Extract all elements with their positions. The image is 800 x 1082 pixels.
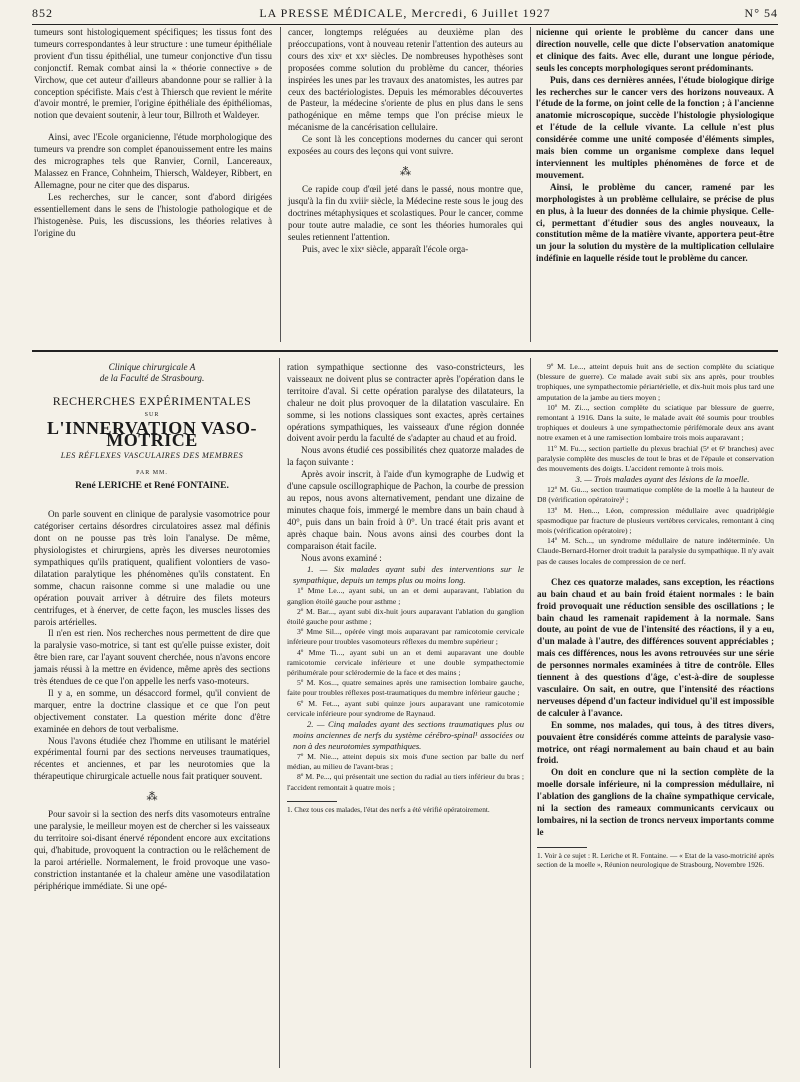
paragraph: Nous avons examiné : <box>301 552 382 563</box>
case-item: 9º M. Le..., atteint depuis huit ans de section complète du sciatique (blessure de guerre). Ce malade avait subi six ans après, pour troubles trophiques, une sympathectomie périartérielle, et dix-huit mois plus tard une amputation de la jambe au tiers moyen ; <box>537 362 774 402</box>
article-title-line1: RECHERCHES EXPÉRIMENTALES <box>52 394 252 408</box>
paragraph: tumeurs sont histologiquement spécifiques; les tissus font des tumeurs correspondantes à leur structure : une tumeur épithéliale provient d'un tissu épithélial, une tumeur conjonctive d'un tissu conjonctif. Remak combat ainsi la « théorie connective » de Virchow, que cet auteur d'ailleurs abandonne pour se rallier à la conception spécifiste. Mais c'est à Thiersch que revient le mérite d'avoir montré, le premier, l'origine épithéliale des épithéliomas, notion que devaient soutenir, à leur tour, Billroth et Waldeyer. <box>34 27 272 121</box>
header-rule <box>32 24 778 25</box>
section-heading-3: 3. — Trois malades ayant des lésions de la moelle. <box>575 474 750 485</box>
paragraph: Ainsi, avec l'Ecole organicienne, l'étude morphologique des tumeurs va prendre son complet épanouissement entre les mains des micrographes tels que Ranvier, Cornil, Lancereaux, Malassez en France, Cohnheim, Thiersch, Waldeyer, Ribbert, en Allemagne, pour ne citer que des disparus. <box>34 132 272 190</box>
case-item: 5º M. Kos..., quatre semaines après une ramisection lombaire gauche, faite pour troubles réflexes post-traumatiques du membre inférieur gauche ; <box>287 678 524 698</box>
article-column-2 <box>287 362 524 814</box>
case-item: 14º M. Sch..., un syndrome médullaire de nature indéterminée. Un Claude-Bernard-Horner droit traduit la paralysie du sympathique. Il n'y avait pas de causes locales de compression de ce nerf. <box>537 536 774 566</box>
paragraph: ration sympathique sectionne des vaso-constricteurs, les vaisseaux ne doivent plus se contracter après l'opération dans le territoire d'aval. Si cette opération paralyse des dilatateurs, la chaleur ne doit plus provoquer de la dilatation vasculaire. En somme, si les notions classiques sont exactes, après certaines opérations sympathiques, les vaisseaux d'une région donnée doivent avoir perdu la faculté de s'adapter au chaud et au froid. <box>287 362 524 444</box>
running-header <box>32 6 778 22</box>
column-rule <box>530 358 531 1068</box>
footnote-rule <box>287 801 337 802</box>
case-item: 6º M. Fet..., ayant subi quinze jours auparavant une ramicotomie cervicale inférieure pour syndrome de Raynaud. <box>287 698 524 718</box>
case-item: 7º M. Nie..., atteint depuis six mois d'une section par balle du nerf médian, au milieu de l'avant-bras ; <box>287 752 524 772</box>
column-rule <box>280 27 281 342</box>
page-number: 852 <box>32 6 53 20</box>
byline-par: PAR MM. <box>136 469 168 476</box>
case-item: 8º M. Pe..., qui présentait une section du radial au tiers inférieur du bras ; l'accident remontait à quatre mois ; <box>287 772 524 792</box>
paragraph: Puis, dans ces dernières années, l'étude biologique dirige les recherches sur le cancer vers des horizons nouveaux. A l'étude de la forme, on joint celle de la fonction ; à l'ancienne anatomie microscopique, succède l'histologie physiologique et l'étude de la cellule vivante. La cellule n'est plus considérée comme une unité composée d'éléments simples, mais bien comme un organisme complexe dans lequel interviennent les multiples phénomènes de force et de mouvement. <box>536 74 774 180</box>
case-item: 2º M. Bar..., ayant subi dix-huit jours auparavant l'ablation du ganglion étoilé gauche pour asthme ; <box>287 606 524 627</box>
paragraph: Nous l'avons étudiée chez l'homme en utilisant le matériel expérimental fourni par des sections nerveuses traumatiques, récentes et anciennes, et par les neurotomies que la thérapeutique chirurgicale actuelle nous fait pratiquer souvent. <box>34 735 270 782</box>
paragraph: Pour savoir si la section des nerfs dits vasomoteurs entraîne une paralysie, le meilleur moyen est de chercher si les vaisseaux du territoire soi-disant énervé répondent encore aux excitations qui, d'habitude, provoquent la contraction ou le relâchement de la paroi artérielle. Normalement, le froid provoque une vaso-constriction instantanée et la chaleur amène une vasodilatation périphérique immédiate. Si une opé- <box>34 809 270 891</box>
journal-title: LA PRESSE MÉDICALE, Mercredi, 6 Juillet 1927 <box>259 6 551 20</box>
article-heading <box>34 362 270 493</box>
section-stars: ⁂ <box>400 165 411 178</box>
top-column-2 <box>288 27 523 255</box>
article-column-1 <box>34 362 270 893</box>
case-item: 10º M. Zi..., section complète du sciatique par blessure de guerre, remontant à 1916. Dans la suite, le malade avait été soumis pour troubles trophiques et douleurs à une sympathectomie périfémorale deux ans avant notre examen et à une ramisection lombaire trois mois auparavant ; <box>537 402 774 443</box>
section-heading-1: 1. — Six malades ayant subi des interventions sur le sympathique, depuis un temps plus ou moins long. <box>293 564 524 586</box>
paragraph: Ainsi, le problème du cancer, ramené par les morphologistes à un problème cellulaire, se précise de plus en plus, à la lueur des données de la chimie physique. Celle-ci, permettant d'étudier sous des angles nouveaux, la constitution même de la matière vivante, apportera peut-être un jour la solution du mystère de la multiplication cellulaire indéfinie en laquelle réside tout le problème du cancer. <box>536 181 774 264</box>
paragraph: Après avoir inscrit, à l'aide d'un kymographe de Ludwig et d'une capsule oscillographique de Pachon, la courbe de pression au repos, nous avons alternativement, pendant une dizaine de minutes chaque fois, immergé le membre dans un bain chaud à 40°, puis dans un bain froid à 0°. Un tracé était pris avant et après chaque bain. Nous avons ainsi des courbes dont la comparaison était facile. <box>287 469 524 551</box>
issue-number: N° 54 <box>744 6 778 20</box>
footnote: 1. Chez tous ces malades, l'état des nerfs a été vérifié opératoirement. <box>287 804 490 814</box>
paragraph: Puis, avec le xixᵉ siècle, apparaît l'école orga- <box>302 243 469 254</box>
top-column-3 <box>536 27 774 265</box>
paragraph: En somme, nos malades, qui tous, à des titres divers, pouvaient être considérés comme atteints de paralysie vaso-motrice, ont réagi normalement au bain chaud et au bain froid. <box>537 719 774 766</box>
article-column-3 <box>537 362 774 869</box>
section-heading-2: 2. — Cinq malades ayant des sections traumatiques plus ou moins anciennes de nerfs du système cérébro-spinal¹ associées ou non à des neurotomies sympathiques. <box>293 719 524 752</box>
section-divider <box>32 350 778 352</box>
clinic-line: Clinique chirurgicale A <box>108 362 196 372</box>
paragraph: Les recherches, sur le cancer, sont d'abord dirigées essentiellement dans le sens de l'histologie pathologique et de l'histogenèse. Puis, les discussions, les théories relatives à l'origine du <box>34 191 272 238</box>
case-item: 11º M. Fu..., section partielle du plexus brachial (5ᵉ et 6ᵉ branches) avec paralysie complète des muscles de tout le bras et de l'épaule et conservation des mouvements des doigts. L'accident remonte à trois mois. <box>537 443 774 474</box>
article-title-sur: SUR <box>144 411 160 418</box>
paragraph: cancer, longtemps reléguées au deuxième plan des préoccupations, vont à nouveau retenir l'attention des auteurs au cours des xixᵉ et xxᵉ siècles. De nombreuses hypothèses sont proposées comme solution du problème du cancer, théories inspirées les unes par les travaux des anatomistes, les autres par ceux des bactériologistes. Depuis les mémorables découvertes de Pasteur, la médecine s'oriente de plus en plus dans le sens pathogénique en même temps que l'on précise mieux le mécanisme de la cancérisation cellulaire. <box>288 27 523 133</box>
column-rule <box>530 27 531 342</box>
paragraph: Ce rapide coup d'œil jeté dans le passé, nous montre que, jusqu'à la fin du xviiiᵉ siècle, la Médecine reste sous le joug des doctrines métaphysiques et scolastiques. Pour le cancer, comme pour toute autre maladie, ce sont les théories humorales qui seules retiennent l'attention. <box>288 183 523 242</box>
footnote-rule <box>537 847 587 848</box>
paragraph: Ce sont là les conceptions modernes du cancer qui seront exposées au cours des leçons qui vont suivre. <box>288 134 523 157</box>
case-item: 1º Mme Le..., ayant subi, un an et demi auparavant, l'ablation du ganglion étoilé gauche pour asthme ; <box>287 586 524 606</box>
case-item: 12º M. Gu..., section traumatique complète de la moelle à la hauteur de D8 (vérification opératoire)¹ ; <box>537 485 774 505</box>
faculty-line: de la Faculté de Strasbourg. <box>99 373 205 383</box>
paragraph: Nous avons étudié ces possibilités chez quatorze malades de la façon suivante : <box>287 445 524 468</box>
paragraph: Il n'en est rien. Nos recherches nous permettent de dire que la paralysie vaso-motrice, si tant est qu'elle puisse exister, doit être bien rare, car l'ayant souvent cherchée, nous n'avons encore jamais réussi à la mettre en évidence, même après des sections très étendues de ce que l'on appelle les nerfs vaso-moteurs. <box>34 628 270 687</box>
article-subtitle: LES RÉFLEXES VASCULAIRES DES MEMBRES <box>60 450 244 460</box>
paragraph: On doit en conclure que ni la section complète de la moelle dorsale inférieure, ni la compression médullaire, ni l'ablation des ganglions de la chaîne sympathique cervicale, ni la section des rameaux communicants cervicaux ou lombaires, ni la section de troncs nerveux importants comme le <box>537 767 774 837</box>
case-item: 3º Mme Sil..., opérée vingt mois auparavant par ramicotomie cervicale inférieure pour troubles vasomoteurs réflexes du membre supérieur ; <box>287 627 524 647</box>
paragraph: On parle souvent en clinique de paralysie vasomotrice pour catégoriser certains désordres circulatoires assez mal définis dont on ne pousse pas très loin l'analyse. De même, physiologistes et chirurgiens, après les diverses neurotomies sympathiques qu'ils pratiquent, qualifient volontiers de vaso-dilatation paralytique les phénomènes qu'ils constatent. En somme, chacun raisonne comme si une maladie ou une opération pouvait arriver à détruire des filets moteurs centrifuges, et à énerver, de cette façon, les muscles lisses des parois artérielles. <box>34 509 270 627</box>
paragraph: Il y a, en somme, un désaccord formel, qu'il convient de marquer, entre la doctrine classique et ce que l'on peut objectivement constater. La question mérite donc d'être examinée en dehors de tout verbalisme. <box>34 687 270 734</box>
top-column-1 <box>34 27 272 239</box>
case-item: 13º M. Hen..., Léon, compression médullaire avec quadriplégie spasmodique par fracture de plusieurs vertèbres cervicales, remontant à cinq mois (vérification opératoire) ; <box>537 505 774 536</box>
footnote: 1. Voir à ce sujet : R. Leriche et R. Fontaine. — « Etat de la vaso-motricité après section de la moelle », Réunion neurologique de Strasbourg, Novembre 1926. <box>537 850 774 869</box>
paragraph: Chez ces quatorze malades, sans exception, les réactions au bain chaud et au bain froid étaient normales : le bain froid provoquait une réduction sensible des oscillations ; le bain chaud les ramenait rapidement à la normale. Sans doute, au point de vue de l'intensité des réactions, il y a eu, d'un malade à l'autre, des différences souvent appréciables ; mais ces différences, nous les avons retrouvées sur une série de personnes normales examinées à titre de contrôle. Elles tiennent à des questions d'âge, c'est-à-dire de souplesse vasculaire. On sait, en outre, que l'intensité des réactions nerveuses dépend d'un facteur individuel qu'il est impossible de calculer à l'avance. <box>537 576 774 718</box>
column-rule <box>279 358 280 1068</box>
section-stars: ⁂ <box>146 791 158 804</box>
paragraph: nicienne qui oriente le problème du cancer dans une direction nouvelle, celle que dicte l'observation anatomique et clinique des faits. Avec elle, durant une longue période, seuls les concepts morphologiques seront prédominants. <box>536 27 774 73</box>
case-item: 4º Mme Ti..., ayant subi un an et demi auparavant une double ramicotomie cervicale inférieure et une double sympathectomie périhumérale pour sclérodermie de la face et des mains ; <box>287 647 524 678</box>
authors: René LERICHE et René FONTAINE. <box>75 481 229 492</box>
article-title-main: L'INNERVATION VASO-MOTRICE <box>46 417 258 450</box>
